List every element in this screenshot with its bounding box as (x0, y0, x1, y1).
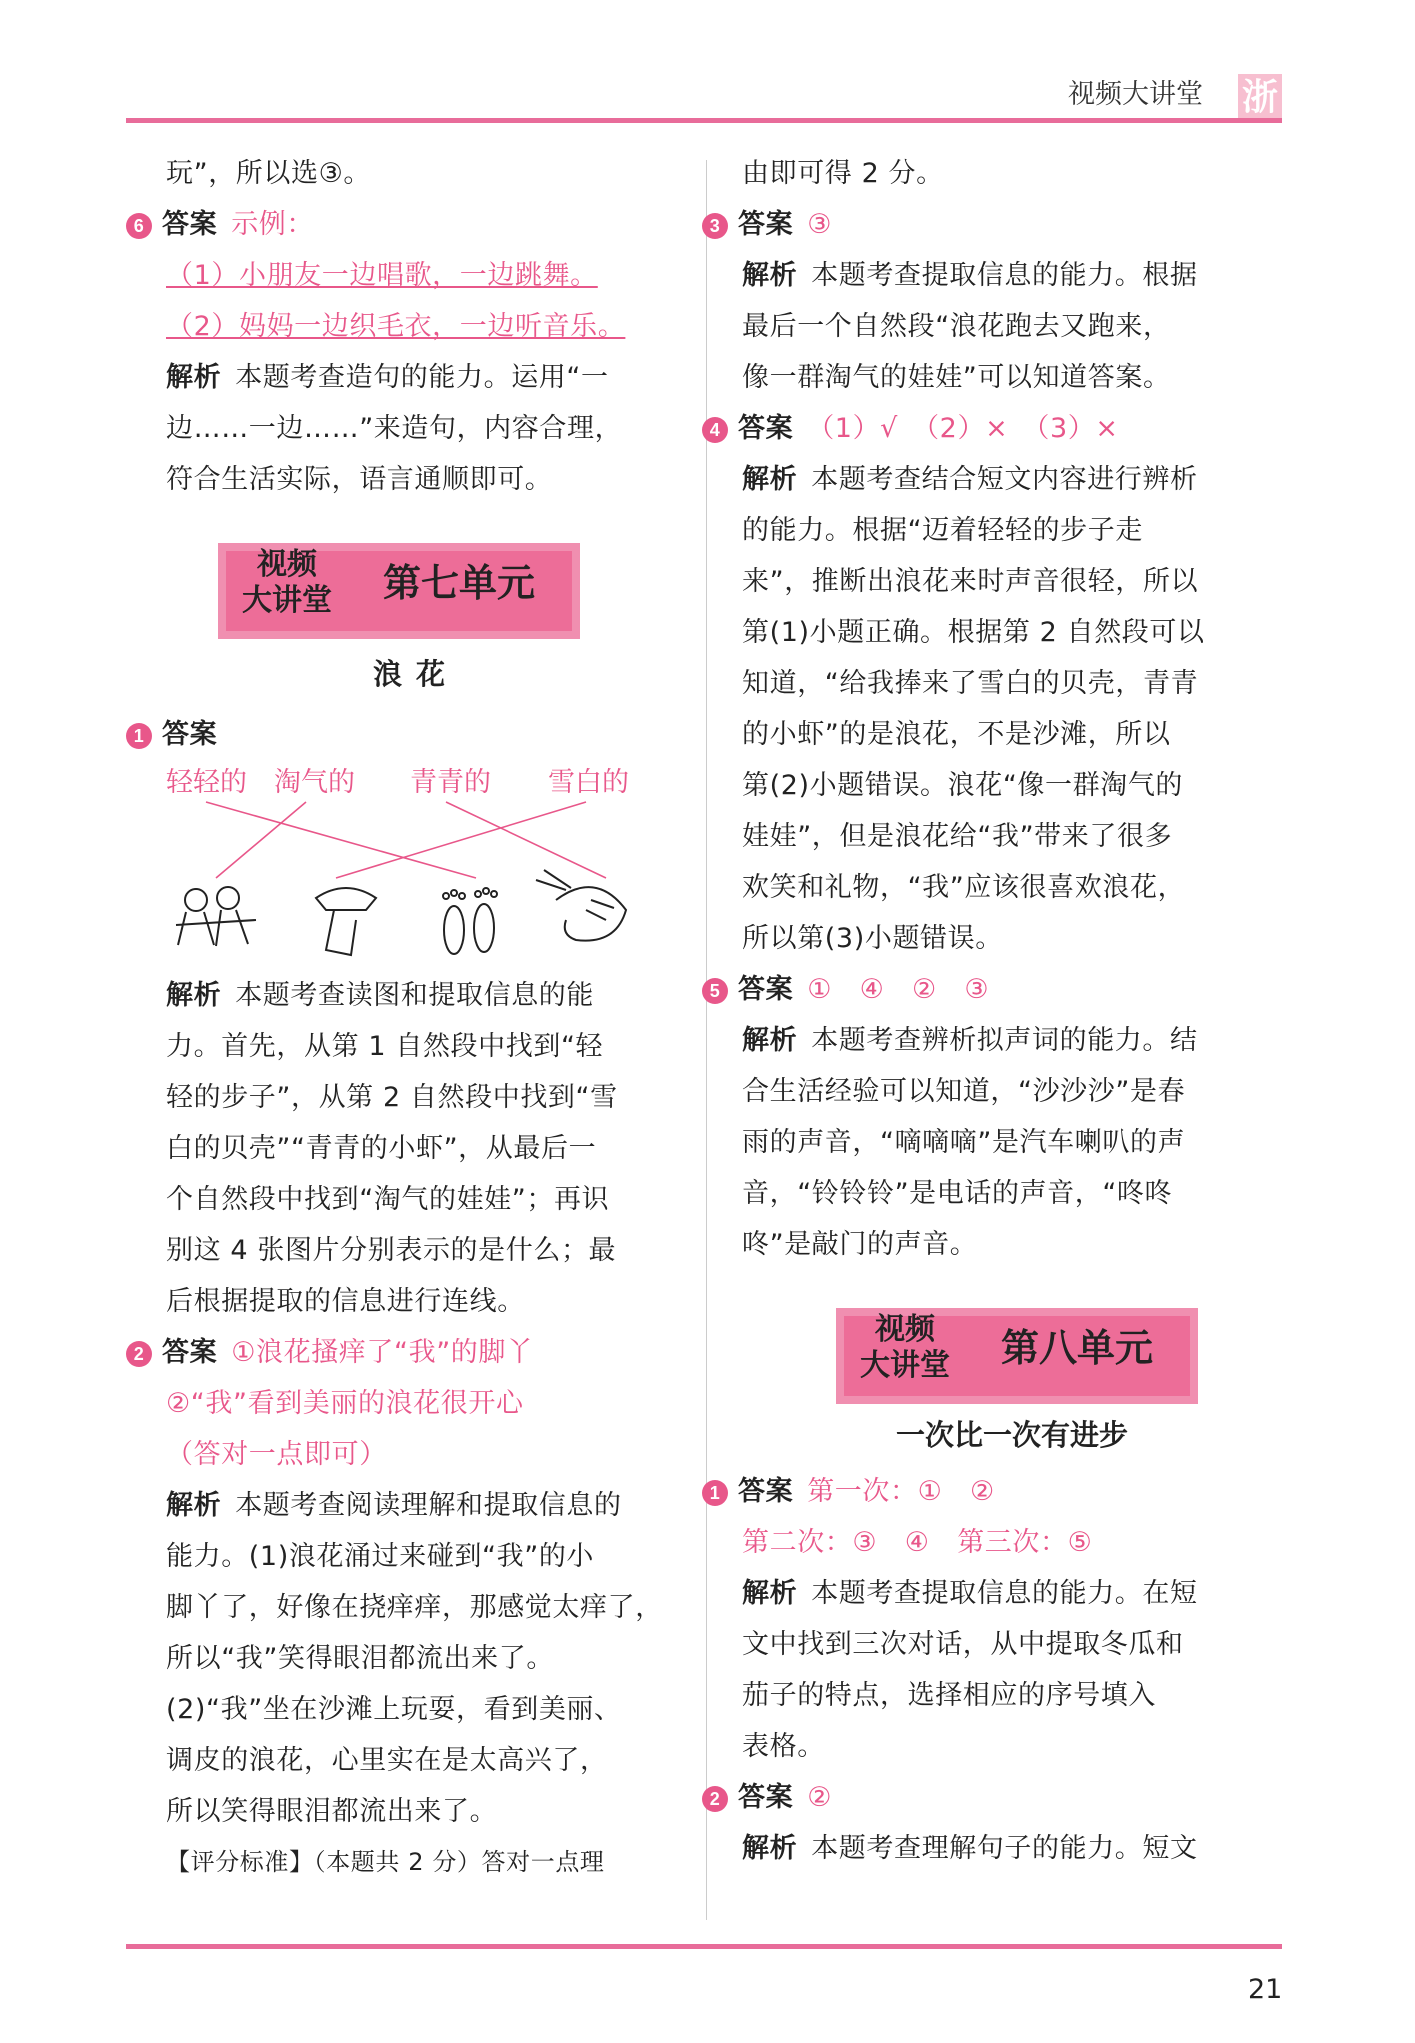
analysis-label: 解析 (166, 1490, 222, 1521)
match-line-2 (216, 802, 306, 878)
page-number: 21 (1248, 1974, 1283, 2005)
analysis-line: 的小虾”的是浪花，不是沙滩，所以 (742, 719, 1171, 750)
q5-number: 5 (702, 978, 728, 1004)
analysis-line: 知道，“给我捧来了雪白的贝壳，青青 (742, 668, 1199, 699)
match-line-1 (206, 802, 476, 878)
unit7-title: 第七单元 (382, 561, 535, 605)
answer-label: 答案 (738, 413, 794, 444)
q6-sentence-1: （1）小朋友一边唱歌，一边跳舞。 (166, 260, 598, 291)
unit7-banner (218, 543, 580, 639)
answer-label: 答案 (738, 1782, 794, 1813)
analysis-line: 第(1)小题正确。根据第 2 自然段可以 (742, 617, 1205, 648)
r1-number: 1 (702, 1480, 728, 1506)
analysis-line: 脚丫了，好像在挠痒痒，那感觉太痒了， (166, 1592, 663, 1623)
analysis-line: 合生活经验可以知道，“沙沙沙”是春 (742, 1076, 1186, 1107)
analysis-line: 符合生活实际，语言通顺即可。 (166, 464, 553, 495)
banner-label-line-2: 大讲堂 (860, 1348, 950, 1383)
analysis-text: 本题考查结合短文内容进行辨析 (811, 464, 1198, 495)
q2-answer-note: （答对一点即可） (166, 1439, 387, 1470)
analysis-label: 解析 (742, 1578, 798, 1609)
analysis-line: 所以第(3)小题错误。 (742, 923, 1003, 954)
lesson-title: 浪花 (372, 657, 459, 691)
analysis-text: 本题考查提取信息的能力。在短 (811, 1578, 1198, 1609)
banner-label-line-2: 大讲堂 (242, 583, 332, 618)
right-column (709, 148, 1282, 1874)
q2-number: 2 (126, 1341, 152, 1367)
analysis-line: 文中找到三次对话，从中提取冬瓜和 (742, 1629, 1184, 1660)
analysis-line: 力。首先，从第 1 自然段中找到“轻 (166, 1031, 604, 1062)
q6-number: 6 (126, 213, 152, 239)
q6-answer-line-1 (166, 250, 666, 301)
banner-video-label (850, 1312, 960, 1384)
footer-rule (126, 1944, 1282, 1949)
analysis-line: (2)“我”坐在沙滩上玩耍，看到美丽、 (166, 1694, 622, 1725)
q6-sentence-2: （2）妈妈一边织毛衣，一边听音乐。 (166, 311, 626, 342)
banner-video-label (232, 547, 342, 619)
matching-drawing (166, 760, 666, 970)
analysis-line: 最后一个自然段“浪花跑去又跑来， (742, 311, 1171, 342)
q3-analysis (742, 250, 1282, 301)
analysis-text: 本题考查读图和提取信息的能 (235, 980, 595, 1011)
q6-analysis (166, 352, 666, 403)
header-rule (126, 118, 1282, 123)
shell-picture (316, 888, 376, 955)
match-word-4: 雪白的 (548, 767, 629, 798)
match-line-3 (446, 802, 606, 878)
analysis-line: 第(2)小题错误。浪花“像一群淘气的 (742, 770, 1184, 801)
answer-label: 答案 (162, 1337, 218, 1368)
analysis-text: 本题考查造句的能力。运用“一 (235, 362, 609, 393)
r1-answer-1: 第一次：① ② (807, 1476, 995, 1507)
match-word-3: 青青的 (410, 767, 491, 798)
r2-number: 2 (702, 1786, 728, 1812)
match-line-4 (336, 802, 586, 878)
r2-answer (709, 1772, 1282, 1823)
analysis-line: 音，“铃铃铃”是电话的声音，“咚咚 (742, 1178, 1173, 1209)
analysis-line: 所以笑得眼泪都流出来了。 (166, 1796, 498, 1827)
analysis-text: 本题考查辨析拟声词的能力。结 (811, 1025, 1198, 1056)
q2-answer (133, 1327, 666, 1378)
analysis-line: 娃娃”，但是浪花给“我”带来了很多 (742, 821, 1173, 852)
shrimp-picture (536, 870, 626, 941)
analysis-line: 表格。 (742, 1731, 825, 1762)
match-lines (206, 802, 606, 878)
analysis-line: 的能力。根据“迈着轻轻的步子走 (742, 515, 1143, 546)
analysis-text: 本题考查阅读理解和提取信息的 (235, 1490, 622, 1521)
q6-answer-text: 示例： (231, 209, 315, 240)
unit8-title: 第八单元 (1000, 1326, 1153, 1370)
q1-analysis (166, 970, 666, 1021)
analysis-line: 像一群淘气的娃娃”可以知道答案。 (742, 362, 1171, 393)
r2-answer-text: ② (807, 1782, 833, 1813)
answer-label: 答案 (162, 719, 218, 750)
q2-answer-1: ①浪花搔痒了“我”的脚丫 (231, 1337, 534, 1368)
answer-label: 答案 (738, 209, 794, 240)
analysis-line: 后根据提取的信息进行连线。 (166, 1286, 525, 1317)
analysis-line: 边……一边……”来造句，内容合理， (166, 413, 623, 444)
r1-analysis (742, 1568, 1282, 1619)
footprints-picture (443, 888, 497, 954)
q6-answer-line-2 (166, 301, 666, 352)
continued-line: 由即可得 2 分。 (742, 158, 944, 189)
analysis-line: 别这 4 张图片分别表示的是什么；最 (166, 1235, 617, 1266)
q2-answer-2: ②“我”看到美丽的浪花很开心 (166, 1388, 524, 1419)
q4-analysis (742, 454, 1282, 505)
matching-exercise (166, 760, 666, 970)
r2-analysis (742, 1823, 1282, 1874)
r1-answer-2: 第二次：③ ④ 第三次：⑤ (742, 1527, 1093, 1558)
banner-label-line-1: 视频 (257, 547, 317, 582)
analysis-label: 解析 (166, 362, 222, 393)
q3-answer (709, 199, 1282, 250)
analysis-label: 解析 (742, 260, 798, 291)
analysis-line: 咚”是敲门的声音。 (742, 1229, 978, 1260)
q2-analysis (166, 1480, 666, 1531)
q4-answer (709, 403, 1282, 454)
analysis-line: 茄子的特点，选择相应的序号填入 (742, 1680, 1156, 1711)
match-word-1: 轻轻的 (166, 767, 247, 798)
unit8-banner (836, 1308, 1198, 1404)
q3-number: 3 (702, 213, 728, 239)
analysis-label: 解析 (742, 1833, 798, 1864)
q3-answer-text: ③ (807, 209, 833, 240)
q1-number: 1 (126, 723, 152, 749)
banner-label-line-1: 视频 (875, 1312, 935, 1347)
r1-answer (709, 1466, 1282, 1517)
lesson-title: 一次比一次有进步 (895, 1418, 1128, 1452)
analysis-line: 轻的步子”，从第 2 自然段中找到“雪 (166, 1082, 618, 1113)
analysis-line: 能力。(1)浪花涌过来碰到“我”的小 (166, 1541, 595, 1572)
continued-line: 玩”，所以选③。 (166, 158, 371, 189)
analysis-label: 解析 (742, 1025, 798, 1056)
analysis-text: 本题考查理解句子的能力。短文 (811, 1833, 1198, 1864)
q1-answer (133, 709, 666, 760)
answer-label: 答案 (738, 974, 794, 1005)
q5-answer (709, 964, 1282, 1015)
q5-answer-text: ① ④ ② ③ (807, 974, 990, 1005)
analysis-line: 调皮的浪花，心里实在是太高兴了， (166, 1745, 608, 1776)
analysis-label: 解析 (166, 980, 222, 1011)
analysis-line: 个自然段中找到“淘气的娃娃”；再识 (166, 1184, 610, 1215)
q5-analysis (742, 1015, 1282, 1066)
scoring-standard: 【评分标准】（本题共 2 分）答对一点理 (166, 1848, 605, 1876)
analysis-line: 欢笑和礼物，“我”应该很喜欢浪花， (742, 872, 1186, 903)
answer-label: 答案 (162, 209, 218, 240)
province-badge: 浙 (1238, 74, 1282, 122)
analysis-line: 所以“我”笑得眼泪都流出来了。 (166, 1643, 554, 1674)
match-word-2: 淘气的 (274, 767, 355, 798)
q4-number: 4 (702, 417, 728, 443)
analysis-line: 来”，推断出浪花来时声音很轻，所以 (742, 566, 1199, 597)
analysis-line: 雨的声音，“嘀嘀嘀”是汽车喇叭的声 (742, 1127, 1186, 1158)
q4-answer-text: （1）√ （2）× （3）× (807, 413, 1119, 444)
answer-label: 答案 (738, 1476, 794, 1507)
analysis-text: 本题考查提取信息的能力。根据 (811, 260, 1198, 291)
header-title: 视频大讲堂 (1068, 79, 1203, 110)
left-column (133, 148, 666, 1888)
analysis-line: 白的贝壳”“青青的小虾”，从最后一 (166, 1133, 597, 1164)
children-picture (176, 887, 256, 946)
analysis-label: 解析 (742, 464, 798, 495)
q6-answer (133, 199, 666, 250)
